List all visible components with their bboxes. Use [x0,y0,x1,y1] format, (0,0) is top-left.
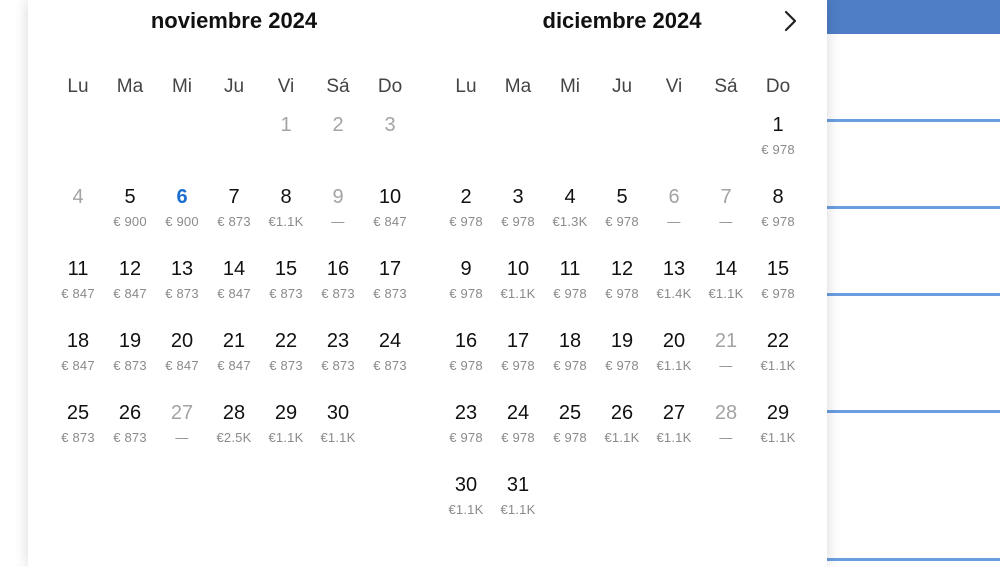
day-cell[interactable] [648,328,700,388]
day-price: € 978 [501,358,535,373]
day-price: € 978 [605,286,639,301]
day-price: €1.4K [656,286,692,301]
day-cell[interactable] [260,400,312,460]
day-cell[interactable] [156,328,208,388]
day-number: 10 [378,186,402,208]
day-price: € 873 [321,286,355,301]
day-price: € 978 [449,286,483,301]
day-price: € 847 [61,286,95,301]
day-price: € 978 [761,286,795,301]
day-number: 11 [67,258,89,280]
day-cell[interactable] [492,400,544,460]
day-cell[interactable] [364,184,416,244]
day-cell[interactable] [752,256,804,316]
day-price: € 978 [553,358,587,373]
day-number: 13 [662,258,686,280]
day-cell[interactable] [752,184,804,244]
day-number: 16 [454,330,478,352]
day-price: € 978 [501,430,535,445]
day-cell[interactable] [544,328,596,388]
day-number: 24 [506,402,530,424]
day-cell [364,112,416,172]
day-price: € 873 [321,358,355,373]
day-number: 3 [384,114,396,136]
day-cell[interactable] [700,256,752,316]
day-price: € 900 [113,214,147,229]
day-price: €2.5K [216,430,252,445]
day-number: 4 [564,186,576,208]
date-picker-popup [28,0,827,567]
day-number: 9 [460,258,472,280]
day-number: 25 [558,402,582,424]
day-number: 22 [274,330,298,352]
day-number: 17 [506,330,530,352]
day-cell[interactable] [104,328,156,388]
day-cell[interactable] [648,400,700,460]
day-cell[interactable] [260,184,312,244]
day-cell [260,112,312,172]
day-cell[interactable] [492,184,544,244]
day-number: 1 [772,114,784,136]
day-cell[interactable] [260,328,312,388]
day-price: € 847 [217,358,251,373]
background-divider [820,558,1000,561]
day-cell[interactable] [752,328,804,388]
day-number: 9 [332,186,344,208]
day-price: € 873 [165,286,199,301]
chevron-right-icon [784,10,798,32]
day-cell[interactable] [208,328,260,388]
day-number: 26 [118,402,142,424]
weekday-header [52,73,416,101]
day-price: €1.1K [268,214,304,229]
weekday-label: Ma [116,76,144,97]
day-price: € 978 [605,214,639,229]
day-price: € 978 [553,286,587,301]
day-cell[interactable] [156,256,208,316]
day-number: 6 [176,186,188,208]
day-number: 2 [460,186,472,208]
day-number: 23 [326,330,350,352]
day-number: 21 [714,330,738,352]
day-cell[interactable] [312,328,364,388]
day-price: — [175,430,189,445]
day-number: 30 [326,402,350,424]
day-number: 27 [662,402,686,424]
day-cell[interactable] [208,184,260,244]
day-number: 31 [506,474,530,496]
day-number: 19 [118,330,142,352]
day-number: 24 [378,330,402,352]
background-divider [820,293,1000,296]
day-cell[interactable] [440,472,492,532]
day-number: 10 [506,258,530,280]
day-number: 29 [274,402,298,424]
day-cell[interactable] [260,256,312,316]
day-price: € 978 [449,430,483,445]
day-price: € 873 [269,358,303,373]
day-cell [700,328,752,388]
weekday-label: Do [765,76,791,97]
day-cell[interactable] [440,400,492,460]
day-price: € 847 [61,358,95,373]
day-cell[interactable] [648,256,700,316]
day-number: 17 [378,258,402,280]
day-cell [700,184,752,244]
day-cell[interactable] [752,400,804,460]
day-cell[interactable] [156,184,208,244]
day-cell[interactable] [492,328,544,388]
day-price: € 978 [761,142,795,157]
day-number: 20 [662,330,686,352]
weekday-label: Vi [665,76,683,97]
day-price: € 900 [165,214,199,229]
day-price: €1.1K [604,430,640,445]
day-cell [312,112,364,172]
weekday-label: Vi [277,76,295,97]
day-number: 27 [170,402,194,424]
day-cell[interactable] [596,328,648,388]
day-number: 25 [66,402,90,424]
day-number: 16 [326,258,350,280]
day-number: 14 [222,258,246,280]
day-number: 4 [72,186,84,208]
day-price: € 847 [165,358,199,373]
day-cell[interactable] [544,184,596,244]
day-cell[interactable] [544,400,596,460]
day-price: € 873 [373,358,407,373]
day-cell [156,400,208,460]
day-cell [312,184,364,244]
day-number: 8 [772,186,784,208]
day-cell[interactable] [596,400,648,460]
day-price: €1.1K [320,430,356,445]
background-divider [820,410,1000,413]
day-number: 11 [559,258,581,280]
day-cell[interactable] [492,256,544,316]
day-price: — [667,214,681,229]
day-number: 3 [512,186,524,208]
day-number: 21 [222,330,246,352]
day-cell[interactable] [104,256,156,316]
day-price: € 847 [113,286,147,301]
day-number: 19 [610,330,634,352]
month-title: diciembre 2024 [542,8,702,33]
day-cell[interactable] [596,184,648,244]
day-price: €1.1K [760,358,796,373]
day-price: € 978 [761,214,795,229]
day-cell [52,184,104,244]
background-header-bar [820,0,1000,34]
day-number: 1 [280,114,292,136]
day-number: 30 [454,474,478,496]
day-price: — [331,214,345,229]
day-price: €1.1K [708,286,744,301]
day-number: 18 [558,330,582,352]
day-cell[interactable] [52,328,104,388]
day-price: € 873 [217,214,251,229]
day-cell[interactable] [492,472,544,532]
day-cell[interactable] [104,184,156,244]
background-divider [820,119,1000,122]
day-number: 14 [714,258,738,280]
day-price: € 873 [113,430,147,445]
day-number: 15 [766,258,790,280]
day-number: 18 [66,330,90,352]
day-number: 22 [766,330,790,352]
day-price: — [719,358,733,373]
day-price: — [719,430,733,445]
day-price: € 978 [605,358,639,373]
day-price: € 847 [217,286,251,301]
day-price: € 847 [373,214,407,229]
weekday-label: Mi [171,76,193,97]
weekday-header [440,73,804,101]
day-price: € 873 [269,286,303,301]
day-cell[interactable] [52,256,104,316]
weekday-label: Ma [504,76,532,97]
day-cell[interactable] [208,256,260,316]
day-number: 28 [222,402,246,424]
day-cell[interactable] [104,400,156,460]
day-number: 23 [454,402,478,424]
day-cell[interactable] [440,184,492,244]
day-price: €1.3K [552,214,588,229]
day-price: € 978 [553,430,587,445]
day-price: € 873 [373,286,407,301]
day-cell[interactable] [752,112,804,172]
day-number: 8 [280,186,292,208]
day-cell[interactable] [440,256,492,316]
day-price: €1.1K [760,430,796,445]
day-cell [648,184,700,244]
day-cell[interactable] [312,256,364,316]
day-price: € 873 [61,430,95,445]
day-number: 13 [170,258,194,280]
weekday-label: Do [377,76,403,97]
day-number: 20 [170,330,194,352]
day-cell[interactable] [440,328,492,388]
day-number: 28 [714,402,738,424]
day-cell[interactable] [544,256,596,316]
day-cell [700,400,752,460]
day-number: 15 [274,258,298,280]
weekday-label: Lu [67,76,89,97]
weekday-label: Mi [559,76,581,97]
day-price: €1.1K [656,358,692,373]
day-price: € 978 [449,214,483,229]
day-price: € 978 [449,358,483,373]
day-number: 6 [668,186,680,208]
day-price: — [719,214,733,229]
day-number: 5 [616,186,628,208]
day-number: 7 [720,186,732,208]
weekday-label: Sá [326,76,350,97]
month-title: noviembre 2024 [150,8,318,33]
day-number: 12 [118,258,142,280]
day-cell[interactable] [596,256,648,316]
day-cell[interactable] [364,256,416,316]
background-divider [820,206,1000,209]
day-number: 7 [228,186,240,208]
weekday-label: Sá [714,76,738,97]
day-cell[interactable] [52,400,104,460]
next-month-button[interactable] [778,8,804,34]
day-number: 29 [766,402,790,424]
day-number: 26 [610,402,634,424]
day-price: €1.1K [268,430,304,445]
day-cell[interactable] [312,400,364,460]
weekday-label: Lu [455,76,477,97]
day-cell[interactable] [208,400,260,460]
day-cell[interactable] [364,328,416,388]
day-price: €1.1K [500,502,536,517]
weekday-label: Ju [223,76,245,97]
day-price: € 978 [501,214,535,229]
day-price: €1.1K [500,286,536,301]
day-number: 12 [610,258,634,280]
day-price: €1.1K [656,430,692,445]
day-price: €1.1K [448,502,484,517]
day-number: 2 [332,114,344,136]
day-price: € 873 [113,358,147,373]
weekday-label: Ju [611,76,633,97]
day-number: 5 [124,186,136,208]
